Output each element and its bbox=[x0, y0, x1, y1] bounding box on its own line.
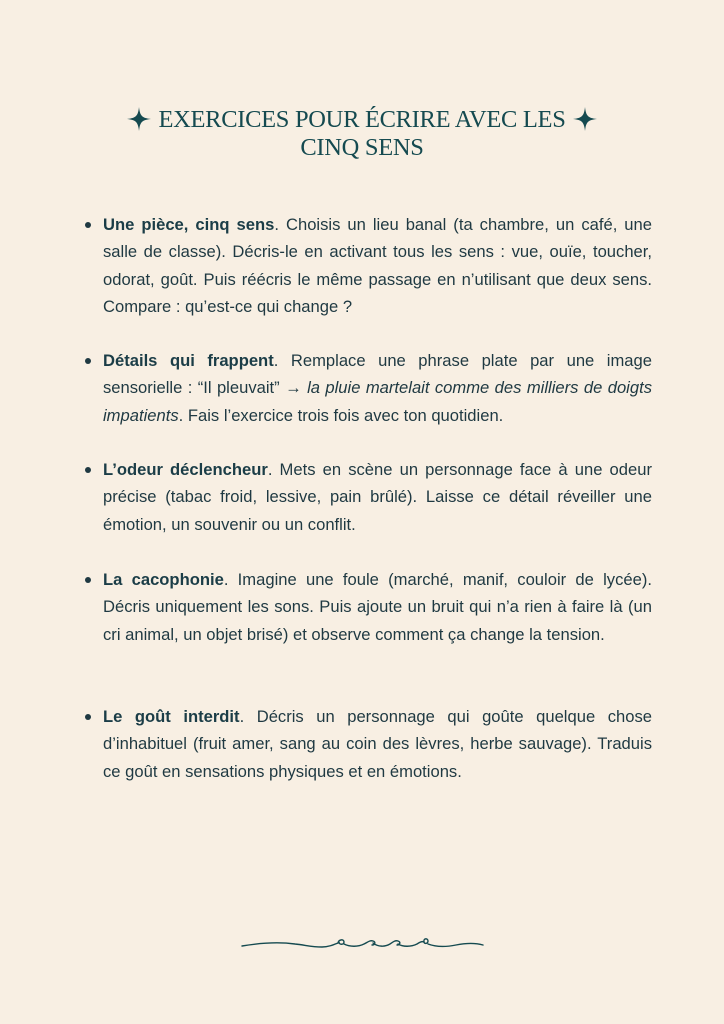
exercise-text-end: . Fais l’exercice trois fois avec ton quotidien. bbox=[178, 405, 504, 425]
exercise-item bbox=[103, 347, 652, 429]
bullet-icon bbox=[85, 467, 91, 473]
bullet-icon bbox=[85, 358, 91, 364]
exercise-text: . Remplace une phrase plate par une image sensorielle : “Il pleuvait” → bbox=[103, 351, 652, 398]
exercise-text: . Imagine une foule (marché, manif, couloir de lycée). Décris uniquement les sons. Puis ajoute un bruit qui n’a rien à faire là (un cri animal, un objet brisé) et observe comment ça change la tension. bbox=[103, 570, 652, 644]
title-line-2: CINQ SENS bbox=[300, 134, 424, 161]
exercise-item bbox=[103, 456, 652, 538]
bullet-icon bbox=[85, 222, 91, 228]
exercise-title: L’odeur déclencheur bbox=[103, 460, 268, 479]
exercise-example: la pluie martelait comme des milliers de doigts impatients bbox=[103, 378, 652, 425]
exercise-title: Une pièce, cinq sens bbox=[103, 215, 275, 234]
decorative-divider-icon bbox=[240, 934, 485, 956]
exercise-item bbox=[103, 566, 652, 648]
exercise-item bbox=[103, 703, 652, 785]
exercise-text: . Choisis un lieu banal (ta chambre, un café, une salle de classe). Décris-le en activant tous les sens : vue, ouïe, toucher, odorat, goût. Puis réécris le même passage en n’utilisant que deux sens. Compare : qu’est-ce qui change ? bbox=[103, 215, 652, 317]
bullet-icon bbox=[85, 714, 91, 720]
exercise-text: . Décris un personnage qui goûte quelque chose d’inhabituel (fruit amer, sang au coin des lèvres, herbe sauvage). Traduis ce goût en sensations physiques et en émotions. bbox=[103, 707, 652, 781]
bullet-icon bbox=[85, 577, 91, 583]
exercise-item bbox=[103, 211, 652, 321]
exercise-text: . Mets en scène un personnage face à une odeur précise (tabac froid, lessive, pain brûlé). Laisse ce détail réveiller une émotion, un souvenir ou un conflit. bbox=[103, 460, 652, 534]
exercise-title: Le goût interdit bbox=[103, 707, 240, 726]
title-text-1: EXERCICES POUR ÉCRIRE AVEC LES bbox=[158, 106, 566, 133]
exercise-title: Détails qui frappent bbox=[103, 351, 274, 370]
exercise-title: La cacophonie bbox=[103, 570, 224, 589]
